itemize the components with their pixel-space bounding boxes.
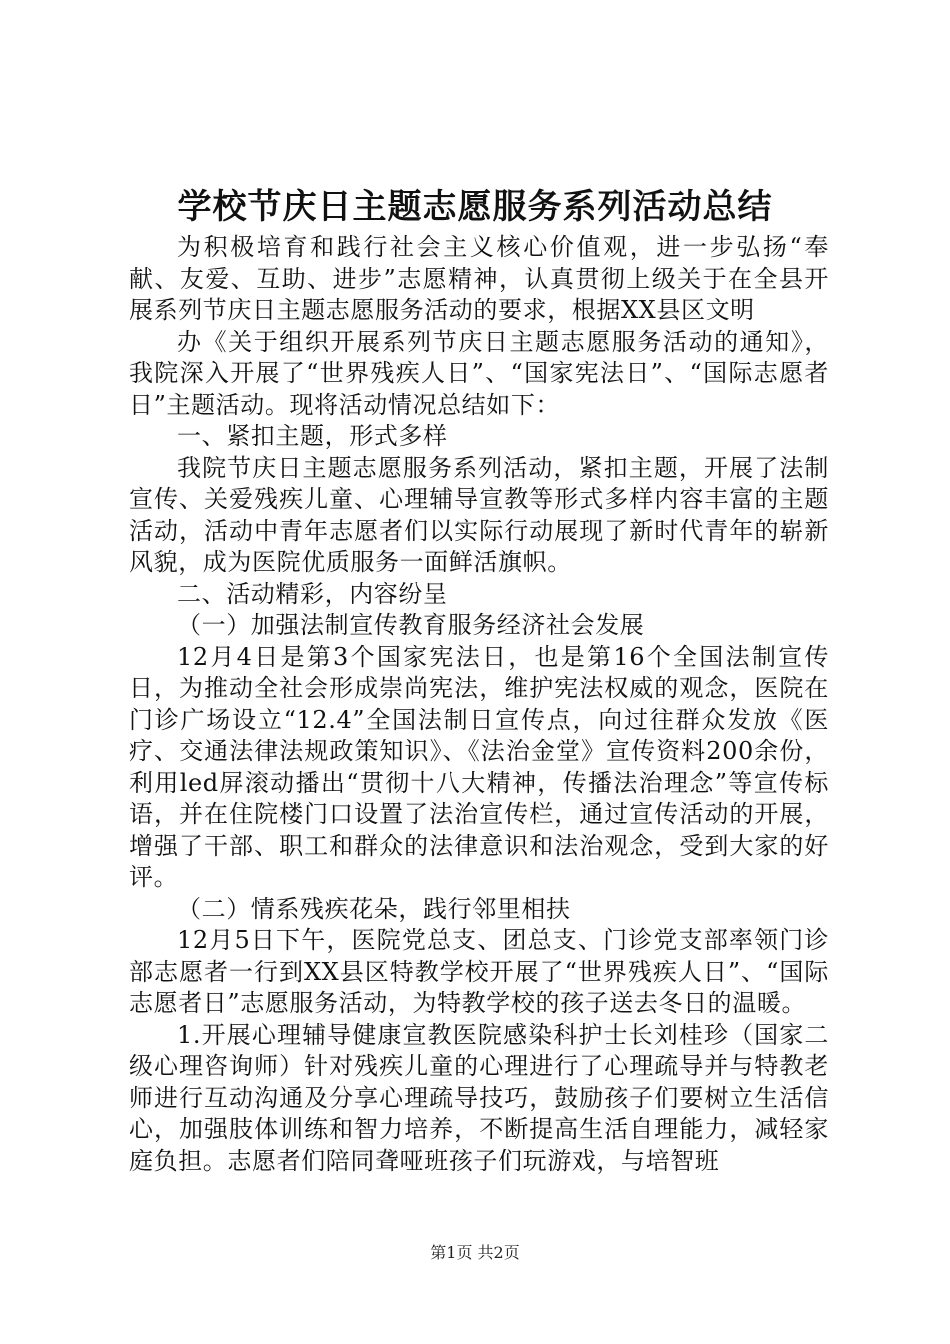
document-body [129, 232, 829, 1177]
subsection-heading-1: （一）加强法制宣传教育服务经济社会发展 [177, 611, 645, 639]
document-title: 学校节庆日主题志愿服务系列活动总结 [177, 187, 773, 227]
paragraph-section-1: 我院节庆日主题志愿服务系列活动，紧扣主题，开展了法制宣传、关爱残疾儿童、心理辅导宣教等形式多样内容丰富的主题活动，活动中青年志愿者们以实际行动展现了新时代青年的崭新风貌，成为医院优质服务一面鲜活旗帜。 [129, 453, 829, 576]
page-footer: 第1页 共2页 [430, 1243, 520, 1262]
paragraph-intro-continued: 办《关于组织开展系列节庆日主题志愿服务活动的通知》，我院深入开展了“世界残疾人日”、“国家宪法日”、“国际志愿者日”主题活动。现将活动情况总结如下： [129, 327, 829, 419]
paragraph-subsection-2: 12月5日下午，医院党总支、团总支、门诊党支部率领门诊部志愿者一行到XX县区特教学校开展了“世界残疾人日”、“国际志愿者日”志愿服务活动，为特教学校的孩子送去冬日的温暖。 [129, 926, 829, 1017]
paragraph-intro: 为积极培育和践行社会主义核心价值观，进一步弘扬“奉献、友爱、互助、进步”志愿精神，认真贯彻上级关于在全县开展系列节庆日主题志愿服务活动的要求，根据XX县区文明 [129, 233, 829, 324]
paragraph-item-1: 1.开展心理辅导健康宣教医院感染科护士长刘桂珍（国家二级心理咨询师）针对残疾儿童的心理进行了心理疏导并与特教老师进行互动沟通及分享心理疏导技巧，鼓励孩子们要树立生活信心，加强肢体训练和智力培养，不断提高生活自理能力，减轻家庭负担。志愿者们陪同聋哑班孩子们玩游戏，与培智班 [129, 1020, 829, 1175]
section-heading-2: 二、活动精彩，内容纷呈 [177, 579, 448, 608]
paragraph-subsection-1: 12月4日是第3个国家宪法日，也是第16个全国法制宣传日，为推动全社会形成崇尚宪法，维护宪法权威的观念，医院在门诊广场设立“12.4”全国法制日宣传点，向过往群众发放《医疗、交通法律法规政策知识》、《法治金堂》宣传资料200余份，利用led屏滚动播出“贯彻十八大精神，传播法治理念”等宣传标语，并在住院楼门口设置了法治宣传栏，通过宣传活动的开展，增强了干部、职工和群众的法律意识和法治观念，受到大家的好评。 [129, 642, 829, 891]
subsection-heading-2: （二）情系残疾花朵，践行邻里相扶 [177, 894, 571, 923]
section-heading-1: 一、紧扣主题，形式多样 [177, 422, 448, 450]
